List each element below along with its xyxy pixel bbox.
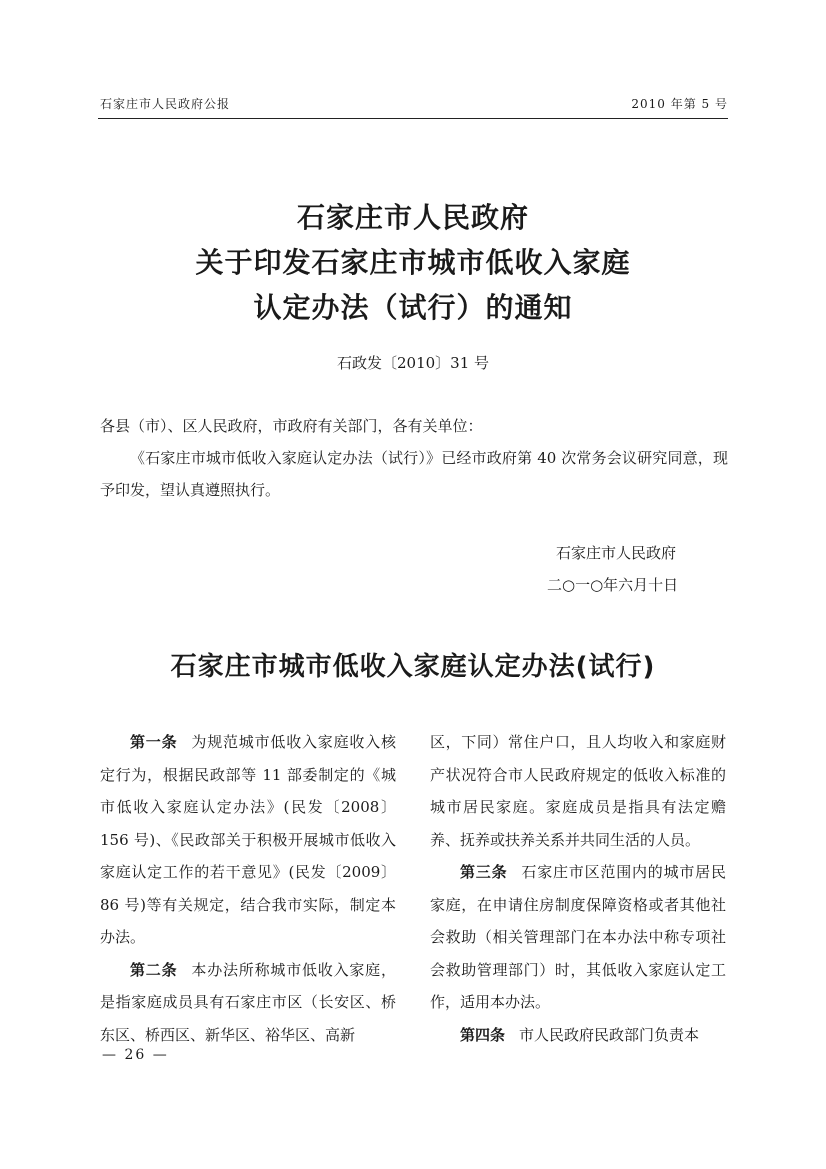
article-2: [100, 954, 396, 1052]
document-number: 石政发〔2010〕31 号: [336, 354, 490, 372]
issue-number: 2010 年第 5 号: [631, 97, 728, 111]
article-text: 为规范城市低收入家庭收入核定行为，根据民政部等 11 部委制定的《城市低收入家庭认定办法》(民发〔2008〕156 号)、《民政部关于积极开展城市低收入家庭认定工作的若干意见》(民发〔2009〕86 号)等有关规定，结合我市实际，制定本办法。: [100, 733, 396, 946]
article-text: 市人民政府民政部门负责本: [519, 1025, 700, 1044]
article-text: 石家庄市区范围内的城市居民家庭，在申请住房制度保障资格或者其他社会救助（相关管理部门在本办法中称专项社会救助管理部门）时，其低收入家庭认定工作，适用本办法。: [430, 863, 726, 1011]
signature-org: 石家庄市人民政府: [556, 544, 677, 562]
publication-name: 石家庄市人民政府公报: [100, 97, 231, 111]
article-1: [100, 726, 396, 954]
header-rule: [98, 118, 728, 119]
article-4: [430, 1019, 726, 1052]
article-2-continued: 区，下同）常住户口，且人均收入和家庭财产状况符合市人民政府规定的低收入标准的城市居民家庭。家庭成员是指具有法定赡养、抚养或扶养关系并共同生活的人员。: [430, 733, 726, 849]
article-label: 第二条: [130, 960, 178, 979]
notice-title-line-2: 关于印发石家庄市城市低收入家庭: [195, 246, 631, 279]
column-left: [100, 726, 396, 1051]
notice-title-line-1: 石家庄市人民政府: [296, 201, 529, 234]
notice-body: 《石家庄市城市低收入家庭认定办法（试行）》已经市政府第 40 次常务会议研究同意，现予印发，望认真遵照执行。: [100, 449, 728, 499]
article-label: 第三条: [460, 863, 508, 881]
article-text: 本办法所称城市低收入家庭，是指家庭成员具有石家庄市区（长安区、桥东区、桥西区、新华区、裕华区、高新: [100, 960, 396, 1044]
signature-date: 二○一○年六月十日: [547, 576, 679, 594]
regulation-title: 石家庄市城市低收入家庭认定办法(试行): [170, 652, 656, 682]
notice-addressee: 各县（市）、区人民政府，市政府有关部门，各有关单位：: [100, 417, 483, 435]
article-label: 第一条: [130, 733, 178, 751]
article-label: 第四条: [460, 1025, 506, 1044]
page-number: — 26 —: [102, 1047, 169, 1063]
notice-title-line-3: 认定办法（试行）的通知: [253, 291, 573, 324]
column-right: [430, 726, 726, 1051]
article-3: [430, 856, 726, 1019]
